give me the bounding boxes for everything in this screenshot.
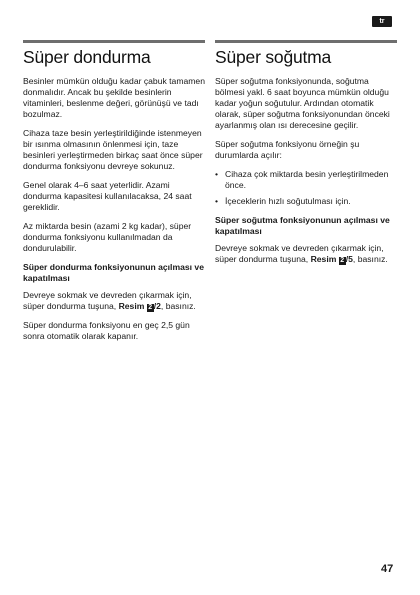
language-tab: tr (372, 16, 392, 27)
paragraph: Genel olarak 4–6 saat yeterlidir. Azami dondurma kapasitesi kullanılacaksa, 24 saat gereklidir. (23, 180, 192, 212)
subheading: Süper dondurma fonksiyonunun açılması ve kapatılması (23, 262, 204, 283)
instruction-text: Devreye sokmak ve devreden çıkarmak için, süper dondurma tuşuna, (215, 243, 384, 264)
page-number: 47 (381, 563, 394, 575)
subheading: Süper soğutma fonksiyonunun açılması ve kapatılması (215, 215, 390, 236)
left-column (23, 40, 205, 350)
paragraph (23, 290, 205, 312)
paragraph: Süper soğutma fonksiyonunda, soğutma bölmesi yakl. 6 saat boyunca mümkün olduğu kadar yoğun soğutulur. Ardından otomatik olarak, süper soğutma fonksiyonundan önceki ayarlanmış olan ısı derecesine geçilir. (215, 76, 390, 130)
bullet-list (215, 169, 397, 207)
paragraph: Cihaza taze besin yerleştirildiğinde istenmeyen bir ısınma olmasının önlenmesi için, taze besinleri yerleştirmeden birkaç saat önce süper dondurma fonksiyonu devreye sokunuz. (23, 128, 203, 171)
paragraph: Süper dondurma fonksiyonu en geç 2,5 gün sonra otomatik olarak kapanır. (23, 320, 190, 341)
section-rule (23, 40, 205, 43)
figure-word: Resim (118, 301, 145, 311)
section-title-super-freeze: Süper dondurma (23, 47, 151, 67)
section-rule (215, 40, 397, 43)
figure-number-badge: 2 (148, 304, 153, 311)
list-item: • Cihaza çok miktarda besin yerleştirilmeden önce. (215, 169, 397, 191)
paragraph: Az miktarda besin (azami 2 kg kadar), süper dondurma fonksiyonu kullanılmadan da dondurulabilir. (23, 221, 192, 253)
instruction-tail: , basınız. (160, 301, 196, 311)
figure-ref: /2 (153, 301, 161, 311)
figure-number-badge: 2 (340, 257, 345, 264)
figure-word: Resim (310, 254, 337, 264)
right-column (215, 40, 397, 273)
paragraph (215, 243, 397, 265)
section-title-super-cool: Süper soğutma (215, 47, 332, 67)
list-item: • İçeceklerin hızlı soğutulması için. (215, 196, 397, 207)
paragraph: Süper soğutma fonksiyonu örneğin şu durumlarda açılır: (215, 139, 360, 160)
instruction-text: Devreye sokmak ve devreden çıkarmak için, süper dondurma tuşuna, (23, 290, 192, 311)
instruction-tail: , basınız. (352, 254, 388, 264)
figure-ref: /5 (345, 254, 353, 264)
paragraph: Besinler mümkün olduğu kadar çabuk tamamen donmalıdır. Ancak bu şekilde besinlerin vitaminleri, beslenme değeri, görünüşü ve tadı bozulmaz. (23, 76, 205, 119)
